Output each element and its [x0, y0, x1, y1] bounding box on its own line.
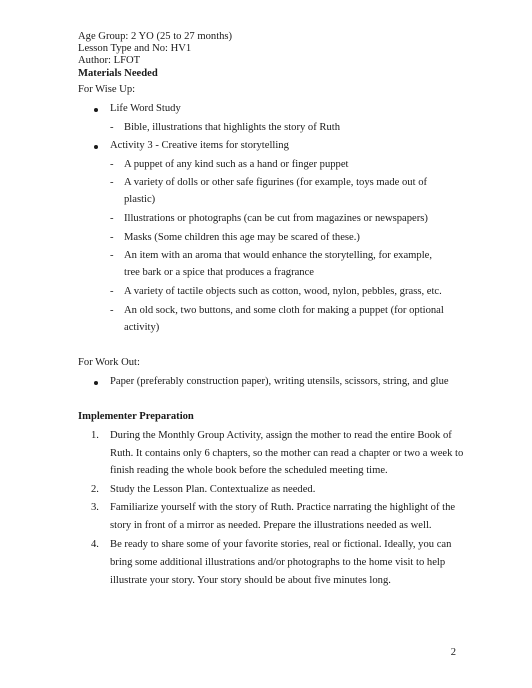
numbered-item-cont: finish reading the whole book before the scheduled meeting time. — [110, 465, 388, 476]
list-subitem: Bible, illustrations that highlights the story of Ruth — [124, 122, 340, 133]
dash-marker: - — [110, 232, 114, 243]
numbered-item: Be ready to share some of your favorite stories, real or fictional. Ideally, you can — [110, 539, 452, 550]
list-item: Paper (preferably construction paper), writing utensils, scissors, string, and glue — [110, 376, 449, 387]
bullet-icon — [94, 145, 98, 149]
lesson-line: Lesson Type and No: HV1 — [78, 43, 192, 55]
numbered-item-cont: story in front of a mirror as needed. Prepare the illustrations needed as well. — [110, 520, 432, 531]
dash-marker: - — [110, 122, 114, 133]
list-subitem: A variety of tactile objects such as cotton, wood, nylon, pebbles, grass, etc. — [124, 286, 442, 297]
wise-up-label: For Wise Up: — [78, 84, 136, 95]
page-number: 2 — [450, 647, 456, 658]
list-subitem: Illustrations or photographs (can be cut from magazines or newspapers) — [124, 213, 428, 224]
list-subitem: Masks (Some children this age may be scared of these.) — [124, 232, 360, 243]
dash-marker: - — [110, 286, 114, 297]
item-number: 2. — [91, 484, 99, 495]
item-number: 3. — [91, 502, 99, 513]
numbered-item: Study the Lesson Plan. Contextualize as needed. — [110, 484, 316, 495]
implementer-prep-heading: Implementer Preparation — [78, 411, 194, 422]
author-line: Author: LFOT — [78, 55, 141, 67]
work-out-label: For Work Out: — [78, 357, 140, 368]
item-number: 4. — [91, 539, 99, 550]
bullet-icon — [94, 108, 98, 112]
list-subitem: A variety of dolls or other safe figurines (for example, toys made out of — [124, 177, 428, 188]
materials-heading: Materials Needed — [78, 67, 158, 79]
item-number: 1. — [91, 430, 99, 441]
dash-marker: - — [110, 305, 114, 316]
list-item: Activity 3 - Creative items for storytelling — [110, 140, 289, 151]
list-subitem: An item with an aroma that would enhance the storytelling, for example, — [124, 250, 433, 261]
age-group-line: Age Group: 2 YO (25 to 27 months) — [78, 31, 233, 42]
bullet-icon — [94, 381, 98, 385]
list-subitem-cont: tree bark or a spice that produces a fragrance — [124, 267, 314, 278]
numbered-item: During the Monthly Group Activity, assign the mother to read the entire Book of — [110, 430, 452, 441]
list-subitem: An old sock, two buttons, and some cloth for making a puppet (for optional — [124, 305, 444, 316]
numbered-item-cont: illustrate your story. Your story should be about five minutes long. — [110, 575, 391, 586]
numbered-item: Familiarize yourself with the story of Ruth. Practice narrating the highlight of the — [110, 502, 456, 513]
dash-marker: - — [110, 213, 114, 224]
numbered-item-cont: Ruth. It contains only 6 chapters, so the mother can read a chapter or two a week to — [110, 448, 464, 459]
dash-marker: - — [110, 159, 114, 170]
dash-marker: - — [110, 177, 114, 188]
numbered-item-cont: bring some additional illustrations and/or photographs to the home visit to help — [110, 557, 446, 568]
document-header — [78, 31, 232, 80]
dash-marker: - — [110, 250, 114, 261]
list-subitem: A puppet of any kind such as a hand or finger puppet — [124, 159, 349, 170]
list-subitem-cont: plastic) — [124, 194, 156, 205]
list-subitem-cont: activity) — [124, 322, 160, 333]
list-item: Life Word Study — [110, 103, 181, 114]
